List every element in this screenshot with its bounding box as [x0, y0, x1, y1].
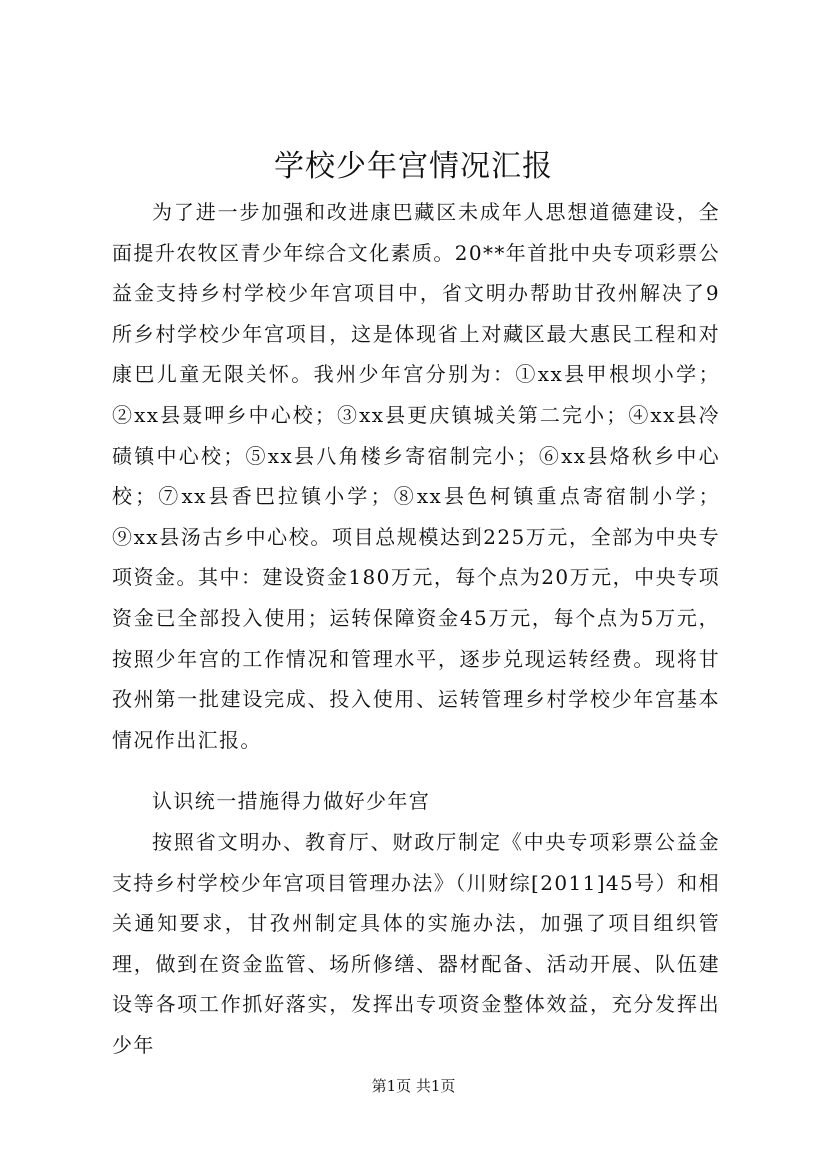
section-heading: 认识统一措施得力做好少年宫: [152, 789, 431, 813]
document-title: 学校少年宫情况汇报: [274, 149, 553, 184]
paragraph-measures: 按照省文明办、教育厅、财政厅制定《中央专项彩票公益金支持乡村学校少年宫项目管理办法》（川财综[2011]45号）和相关通知要求，甘孜州制定具体的实施办法，加强了项目组织管理，做到在资金监管、场所修缮、器材配备、活动开展、队伍建设等各项工作抓好落实，发挥出专项资金整体效益，充分发挥出少年: [112, 830, 720, 1057]
page-number-footer: 第1页 共1页: [371, 1077, 456, 1095]
paragraph-intro: 为了进一步加强和改进康巴藏区未成年人思想道德建设，全面提升农牧区青少年综合文化素质。20**年首批中央专项彩票公益金支持乡村学校少年宫项目中，省文明办帮助甘孜州解决了9所乡村学校少年宫项目，这是体现省上对藏区最大惠民工程和对康巴儿童无限关怀。我州少年宫分别为：①xx县甲根坝小学；②xx县聂呷乡中心校；③xx县更庆镇城关第二完小；④xx县冷碛镇中心校；⑤xx县八角楼乡寄宿制完小；⑥xx县烙秋乡中心校；⑦xx县香巴拉镇小学；⑧xx县色柯镇重点寄宿制小学；⑨xx县汤古乡中心校。项目总规模达到225万元，全部为中央专项资金。其中：建设资金180万元，每个点为20万元，中央专项资金已全部投入使用；运转保障资金45万元，每个点为5万元，按照少年宫的工作情况和管理水平，逐步兑现运转经费。现将甘孜州第一批建设完成、投入使用、运转管理乡村学校少年宫基本情况作出汇报。: [112, 200, 720, 752]
